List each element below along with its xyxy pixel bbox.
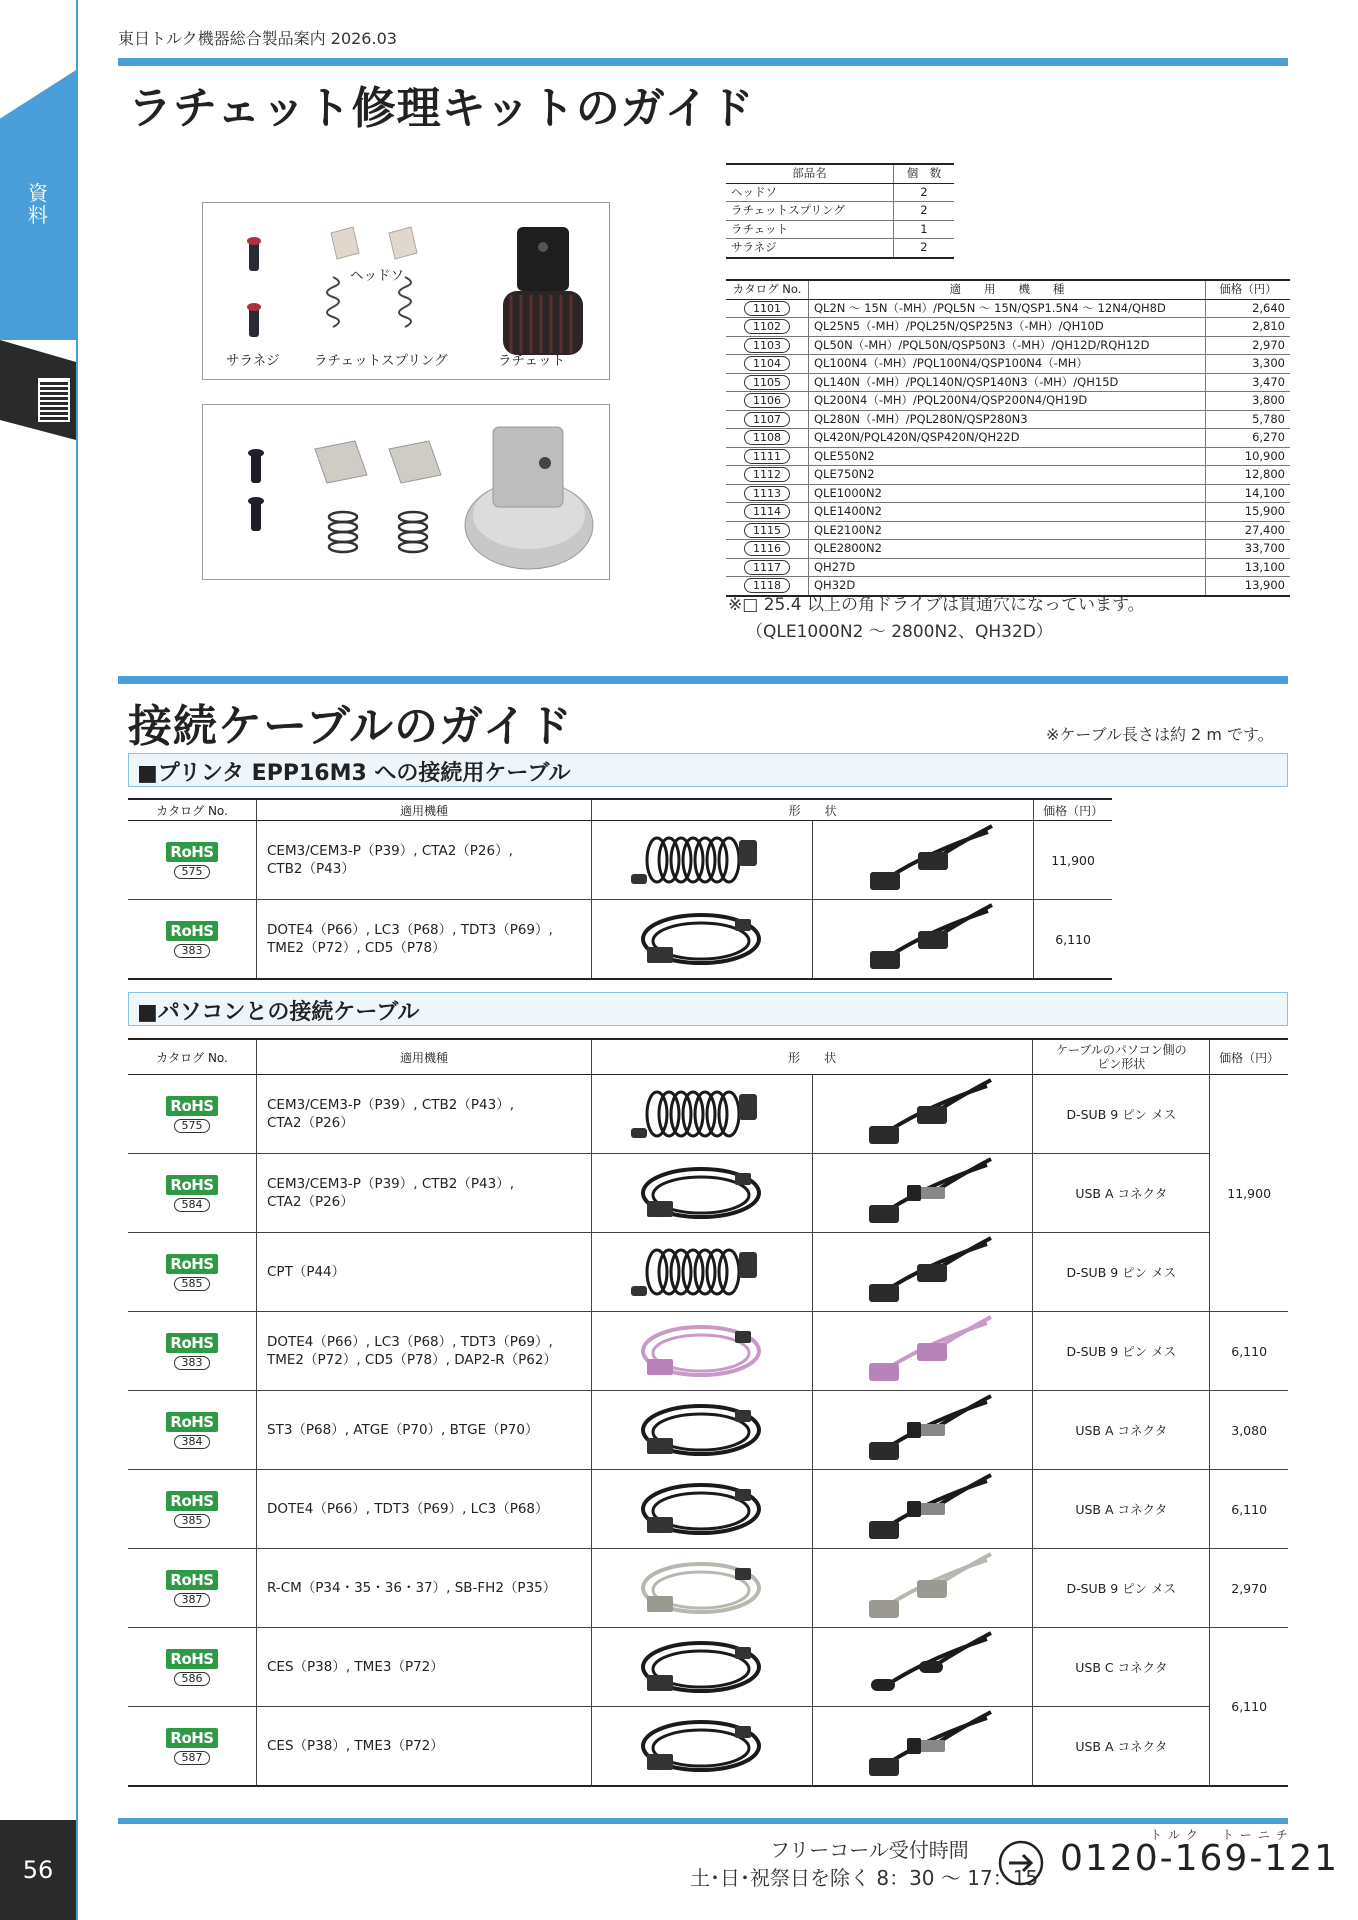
side-index-label — [0, 182, 76, 226]
coiled-cable-icon — [627, 822, 777, 898]
models-cell — [257, 1391, 592, 1470]
arrow-right-icon — [998, 1840, 1044, 1886]
cable-loop-icon — [627, 1313, 777, 1389]
spring-icon — [327, 277, 411, 327]
cable-end-photo — [812, 1233, 1033, 1312]
catalog-number-badge: 1102 — [744, 319, 790, 334]
catalog-number-badge: 586 — [174, 1672, 210, 1686]
catalog-cell — [128, 1549, 257, 1628]
pin-shape-cell: USB A コネクタ — [1033, 1707, 1210, 1787]
document-icon — [38, 378, 70, 422]
catalog-cell — [128, 1391, 257, 1470]
footer-rule — [118, 1818, 1288, 1824]
price-cell: 6,110 — [1210, 1628, 1288, 1787]
pin-shape-cell: USB A コネクタ — [1033, 1470, 1210, 1549]
parts-header-count: 個 数 — [893, 164, 954, 183]
ratchet-icon — [465, 427, 593, 569]
part-count: 2 — [893, 183, 954, 202]
kit-price: 3,470 — [1206, 373, 1291, 392]
screw-icon — [248, 449, 264, 531]
kit-models: QLE1000N2 — [809, 484, 1206, 503]
kit-price: 15,900 — [1206, 503, 1291, 522]
kit-models: QLE2100N2 — [809, 521, 1206, 540]
table-row — [726, 540, 1290, 559]
cable-end-photo — [812, 1391, 1033, 1470]
coiled-cable-icon — [627, 1234, 777, 1310]
models-line-2: CTB2（P43） — [267, 861, 355, 877]
part-label-saraneji: サラネジ — [226, 353, 280, 369]
table-row — [726, 336, 1290, 355]
kit-price: 2,970 — [1206, 336, 1291, 355]
table-row — [128, 1628, 1288, 1707]
cable-end-icon — [847, 1471, 997, 1547]
catalog-number-badge: 383 — [174, 1356, 210, 1370]
catalog-number-badge: 385 — [174, 1514, 210, 1528]
table-row — [726, 355, 1290, 374]
kit-models: QH32D — [809, 577, 1206, 596]
pin-shape-cell: USB C コネクタ — [1033, 1628, 1210, 1707]
printer-cable-heading: ■プリンタ EPP16M3 への接続用ケーブル — [128, 753, 1288, 787]
catalog-number-badge: 587 — [174, 1751, 210, 1765]
cable-end-photo — [812, 1075, 1033, 1154]
side-label-2: 料 — [28, 203, 48, 227]
rohs-badge: RoHS — [166, 1333, 217, 1353]
cable-end-icon — [847, 1313, 997, 1389]
cable-loop-icon — [627, 1629, 777, 1705]
catalog-number-badge: 585 — [174, 1277, 210, 1291]
cable-end-icon — [848, 822, 998, 898]
kit-models: QH27D — [809, 558, 1206, 577]
kit-catalog-no — [726, 355, 809, 374]
rohs-badge: RoHS — [166, 1728, 217, 1748]
table-row — [726, 429, 1290, 448]
kit-price: 12,800 — [1206, 466, 1291, 485]
pc-header-shape: 形 状 — [592, 1039, 1033, 1075]
pin-shape-cell: D-SUB 9 ピン メス — [1033, 1312, 1210, 1391]
part-name: ラチェットスプリング — [726, 202, 893, 221]
models-line-2: TME2（P72）, CD5（P78）, DAP2-R（P62） — [267, 1352, 557, 1368]
kit-price: 27,400 — [1206, 521, 1291, 540]
part-name: サラネジ — [726, 239, 893, 258]
catalog-number-badge: 1103 — [744, 338, 790, 353]
cable-end-photo — [812, 1312, 1033, 1391]
kit-price: 5,780 — [1206, 410, 1291, 429]
rohs-badge: RoHS — [166, 1412, 217, 1432]
catalog-cell — [128, 1233, 257, 1312]
cable-end-icon — [847, 1629, 997, 1705]
part-count: 1 — [893, 220, 954, 239]
price-cell: 2,970 — [1210, 1549, 1288, 1628]
kit-catalog-no — [726, 484, 809, 503]
kit-price: 10,900 — [1206, 447, 1291, 466]
pc-header-pin-line1: ケーブルのパソコン側の — [1055, 1043, 1187, 1057]
kit-price: 13,100 — [1206, 558, 1291, 577]
price-cell: 6,110 — [1210, 1470, 1288, 1549]
cable-loop-icon — [627, 1392, 777, 1468]
catalog-number-badge: 1114 — [744, 504, 790, 519]
cable-photo — [592, 1233, 813, 1312]
header-rule — [118, 58, 1288, 66]
price-cell: 11,900 — [1210, 1075, 1288, 1312]
table-row — [726, 373, 1290, 392]
cable-end-photo — [812, 1628, 1033, 1707]
kit-price: 3,300 — [1206, 355, 1291, 374]
printer-cable-table — [128, 798, 1112, 980]
printer-header-shape: 形 状 — [592, 799, 1034, 821]
kit-models: QL280N（-MH）/PQL280N/QSP280N3 — [809, 410, 1206, 429]
table-row — [726, 318, 1290, 337]
models-cell — [257, 1075, 592, 1154]
freecall-title: フリーコール受付時間 — [770, 1838, 969, 1862]
repair-kit-table — [726, 279, 1290, 597]
cable-photo — [592, 900, 813, 980]
catalog-number-badge: 1112 — [744, 467, 790, 482]
price-cell: 3,080 — [1210, 1391, 1288, 1470]
table-row — [726, 220, 954, 239]
catalog-number-badge: 1108 — [744, 430, 790, 445]
kit-models: QLE2800N2 — [809, 540, 1206, 559]
rohs-badge: RoHS — [166, 1570, 217, 1590]
catalog-number-badge: 575 — [174, 865, 210, 879]
kit-models: QL100N4（-MH）/PQL100N4/QSP100N4（-MH） — [809, 355, 1206, 374]
pc-header-pin-line2: ピン形状 — [1097, 1057, 1146, 1071]
models-line-1: R-CM（P34・35・36・37）, SB-FH2（P35） — [267, 1580, 557, 1596]
models-line-2: TME2（P72）, CD5（P78） — [267, 940, 446, 956]
kit-price: 2,810 — [1206, 318, 1291, 337]
catalog-number-badge: 1107 — [744, 412, 790, 427]
rohs-badge: RoHS — [166, 1175, 217, 1195]
pc-header-pin — [1033, 1039, 1210, 1075]
section-title-ratchet: ラチェット修理キットのガイド — [128, 83, 755, 134]
models-line-1: DOTE4（P66）, LC3（P68）, TDT3（P69）, — [267, 922, 553, 938]
cable-end-icon — [847, 1076, 997, 1152]
cable-photo — [592, 1470, 813, 1549]
table-row — [726, 484, 1290, 503]
catalog-cell — [128, 900, 257, 980]
kit-catalog-no — [726, 503, 809, 522]
table-row — [726, 466, 1290, 485]
phone-number[interactable]: 0120-169-121 — [1060, 1838, 1340, 1879]
catalog-cell — [128, 1075, 257, 1154]
table-row — [128, 821, 1112, 900]
models-cell — [257, 1707, 592, 1787]
models-line-1: CEM3/CEM3-P（P39）, CTA2（P26）, — [267, 843, 513, 859]
kit-catalog-no — [726, 299, 809, 318]
cable-end-photo — [813, 900, 1034, 980]
cable-end-icon — [847, 1550, 997, 1626]
catalog-cell — [128, 1470, 257, 1549]
kit-catalog-no — [726, 466, 809, 485]
table-row — [726, 521, 1290, 540]
kit-models: QL50N（-MH）/PQL50N/QSP50N3（-MH）/QH12D/RQH12D — [809, 336, 1206, 355]
kit-catalog-no — [726, 558, 809, 577]
kit-catalog-no — [726, 429, 809, 448]
kit-price: 13,900 — [1206, 577, 1291, 596]
pin-shape-cell: USB A コネクタ — [1033, 1391, 1210, 1470]
models-line-1: DOTE4（P66）, LC3（P68）, TDT3（P69）, — [267, 1334, 553, 1350]
kit-models: QL200N4（-MH）/PQL200N4/QSP200N4/QH19D — [809, 392, 1206, 411]
catalog-cell — [128, 1154, 257, 1233]
cable-end-photo — [812, 1549, 1033, 1628]
catalog-number-badge: 1105 — [744, 375, 790, 390]
catalog-number-badge: 387 — [174, 1593, 210, 1607]
pin-shape-cell: D-SUB 9 ピン メス — [1033, 1233, 1210, 1312]
rohs-badge: RoHS — [166, 921, 217, 941]
cable-loop-icon — [627, 1471, 777, 1547]
kit-catalog-no — [726, 410, 809, 429]
cable-photo — [592, 821, 813, 900]
kit-models: QL2N 〜 15N（-MH）/PQL5N 〜 15N/QSP1.5N4 〜 12N4/QH8D — [809, 299, 1206, 318]
models-cell — [257, 1312, 592, 1391]
catalog-number-badge: 584 — [174, 1198, 210, 1212]
table-row — [128, 1391, 1288, 1470]
kit-models: QLE550N2 — [809, 447, 1206, 466]
catalog-number-badge: 1106 — [744, 393, 790, 408]
cable-loop-icon — [627, 1550, 777, 1626]
models-line-2: CTA2（P26） — [267, 1194, 354, 1210]
printer-header-catalog: カタログ No. — [128, 799, 257, 821]
large-ratchet-kit-illustration — [203, 405, 609, 579]
kit-price: 14,100 — [1206, 484, 1291, 503]
cable-end-icon — [847, 1234, 997, 1310]
pc-header-catalog: カタログ No. — [128, 1039, 257, 1075]
price-cell: 11,900 — [1034, 821, 1112, 900]
freecall-hours: 土･日･祝祭日を除く 8：30 〜 17：15 — [690, 1866, 1039, 1890]
cable-photo — [592, 1549, 813, 1628]
pin-shape-cell: D-SUB 9 ピン メス — [1033, 1075, 1210, 1154]
models-line-1: CPT（P44） — [267, 1264, 346, 1280]
kit-header-catalog: カタログ No. — [726, 280, 809, 299]
table-row — [726, 299, 1290, 318]
phone-reading: トルク トーニチ — [1150, 1828, 1294, 1842]
rohs-badge: RoHS — [166, 1649, 217, 1669]
table-row — [128, 1154, 1288, 1233]
part-name: ヘッドソ — [726, 183, 893, 202]
catalog-number-badge: 1118 — [744, 578, 790, 593]
table-row — [726, 183, 954, 202]
table-row — [726, 447, 1290, 466]
pin-shape-cell: D-SUB 9 ピン メス — [1033, 1549, 1210, 1628]
part-name: ラチェット — [726, 220, 893, 239]
kit-catalog-no — [726, 392, 809, 411]
models-line-1: DOTE4（P66）, TDT3（P69）, LC3（P68） — [267, 1501, 549, 1517]
models-line-1: CES（P38）, TME3（P72） — [267, 1659, 444, 1675]
table-row — [128, 1470, 1288, 1549]
table-row — [726, 239, 954, 258]
cable-loop-icon — [627, 1155, 777, 1231]
cable-end-icon — [847, 1708, 997, 1784]
pc-header-models: 適用機種 — [257, 1039, 592, 1075]
cable-end-photo — [812, 1707, 1033, 1787]
kit-models: QLE1400N2 — [809, 503, 1206, 522]
parts-table — [726, 163, 954, 259]
models-cell — [257, 900, 592, 980]
catalog-cell — [128, 1312, 257, 1391]
pc-cable-table — [128, 1038, 1288, 1787]
models-line-1: CEM3/CEM3-P（P39）, CTB2（P43）, — [267, 1097, 514, 1113]
table-row — [128, 1707, 1288, 1787]
kit-catalog-no — [726, 540, 809, 559]
cable-loop-icon — [627, 901, 777, 977]
catalog-number-badge: 384 — [174, 1435, 210, 1449]
table-row — [726, 503, 1290, 522]
part-count: 2 — [893, 202, 954, 221]
table-row — [128, 900, 1112, 980]
section-title-cable: 接続ケーブルのガイド — [128, 701, 573, 752]
rohs-badge: RoHS — [166, 842, 217, 862]
price-cell: 6,110 — [1034, 900, 1112, 980]
cable-photo — [592, 1628, 813, 1707]
kit-header-price: 価格（円） — [1206, 280, 1291, 299]
catalog-number-badge: 575 — [174, 1119, 210, 1133]
catalog-cell — [128, 821, 257, 900]
part-label-ratchet: ラチェット — [498, 353, 566, 369]
footnote-line-1: ※□ 25.4 以上の角ドライブは貫通穴になっています。 — [728, 595, 1145, 615]
cable-end-photo — [812, 1154, 1033, 1233]
catalog-number-badge: 1111 — [744, 449, 790, 464]
catalog-number-badge: 1101 — [744, 301, 790, 316]
models-cell — [257, 1470, 592, 1549]
kit-models: QLE750N2 — [809, 466, 1206, 485]
screw-icon — [247, 237, 261, 337]
kit-catalog-no — [726, 318, 809, 337]
part-label-headsoe: ヘッドソ — [350, 268, 404, 284]
cable-end-icon — [847, 1155, 997, 1231]
models-cell — [257, 1233, 592, 1312]
cable-end-photo — [812, 1470, 1033, 1549]
page-number: 56 — [0, 1820, 76, 1920]
part-label-spring: ラチェットスプリング — [314, 353, 448, 369]
cable-photo — [592, 1312, 813, 1391]
ratchet-icon — [503, 227, 583, 355]
cable-photo — [592, 1707, 813, 1787]
parts-header-name: 部品名 — [726, 164, 893, 183]
ratchet-footnote — [728, 592, 1145, 646]
catalog-cell — [128, 1628, 257, 1707]
models-cell — [257, 1549, 592, 1628]
kit-catalog-no — [726, 373, 809, 392]
document-header: 東日トルク機器総合製品案内 2026.03 — [118, 29, 397, 48]
models-line-1: CEM3/CEM3-P（P39）, CTB2（P43）, — [267, 1176, 514, 1192]
spring-icon — [329, 512, 427, 552]
table-row — [128, 1233, 1288, 1312]
kit-price: 2,640 — [1206, 299, 1291, 318]
kit-price: 6,270 — [1206, 429, 1291, 448]
catalog-number-badge: 1104 — [744, 356, 790, 371]
models-line-2: CTA2（P26） — [267, 1115, 354, 1131]
cable-length-note: ※ケーブル長さは約 2 m です。 — [1046, 725, 1274, 744]
models-cell — [257, 1628, 592, 1707]
table-row — [128, 1075, 1288, 1154]
part-count: 2 — [893, 239, 954, 258]
cable-photo — [592, 1075, 813, 1154]
rohs-badge: RoHS — [166, 1096, 217, 1116]
printer-header-price: 価格（円） — [1034, 799, 1112, 821]
price-cell: 6,110 — [1210, 1312, 1288, 1391]
rohs-badge: RoHS — [166, 1254, 217, 1274]
models-cell — [257, 1154, 592, 1233]
catalog-number-badge: 1117 — [744, 560, 790, 575]
side-label-1: 資 — [28, 181, 48, 205]
coiled-cable-icon — [627, 1076, 777, 1152]
models-line-1: ST3（P68）, ATGE（P70）, BTGE（P70） — [267, 1422, 539, 1438]
table-row — [128, 1549, 1288, 1628]
cable-photo — [592, 1154, 813, 1233]
section2-rule — [118, 676, 1288, 684]
pc-header-price: 価格（円） — [1210, 1039, 1288, 1075]
kit-catalog-no — [726, 521, 809, 540]
pin-shape-cell: USB A コネクタ — [1033, 1154, 1210, 1233]
kit-catalog-no — [726, 447, 809, 466]
kit-price: 3,800 — [1206, 392, 1291, 411]
catalog-number-badge: 383 — [174, 944, 210, 958]
models-cell — [257, 821, 592, 900]
catalog-number-badge: 1116 — [744, 541, 790, 556]
cable-loop-icon — [627, 1708, 777, 1784]
models-line-1: CES（P38）, TME3（P72） — [267, 1738, 444, 1754]
kit-models: QL140N（-MH）/PQL140N/QSP140N3（-MH）/QH15D — [809, 373, 1206, 392]
table-row — [128, 1312, 1288, 1391]
printer-header-models: 適用機種 — [257, 799, 592, 821]
kit-models: QL25N5（-MH）/PQL25N/QSP25N3（-MH）/QH10D — [809, 318, 1206, 337]
table-row — [726, 392, 1290, 411]
kit-header-models: 適 用 機 種 — [809, 280, 1206, 299]
pawl-icon — [331, 227, 417, 259]
rohs-badge: RoHS — [166, 1491, 217, 1511]
cable-end-icon — [847, 1392, 997, 1468]
catalog-number-badge: 1115 — [744, 523, 790, 538]
kit-models: QL420N/PQL420N/QSP420N/QH22D — [809, 429, 1206, 448]
cable-end-photo — [813, 821, 1034, 900]
kit-price: 33,700 — [1206, 540, 1291, 559]
cable-photo — [592, 1391, 813, 1470]
parts-photo-box-large — [202, 404, 610, 580]
table-row — [726, 410, 1290, 429]
catalog-number-badge: 1113 — [744, 486, 790, 501]
footnote-line-2: （QLE1000N2 〜 2800N2、QH32D） — [746, 622, 1053, 642]
pawl-icon — [315, 441, 441, 483]
catalog-cell — [128, 1707, 257, 1787]
table-row — [726, 202, 954, 221]
table-row — [726, 558, 1290, 577]
pc-cable-heading: ■パソコンとの接続ケーブル — [128, 992, 1288, 1026]
kit-catalog-no — [726, 336, 809, 355]
cable-end-icon — [848, 901, 998, 977]
